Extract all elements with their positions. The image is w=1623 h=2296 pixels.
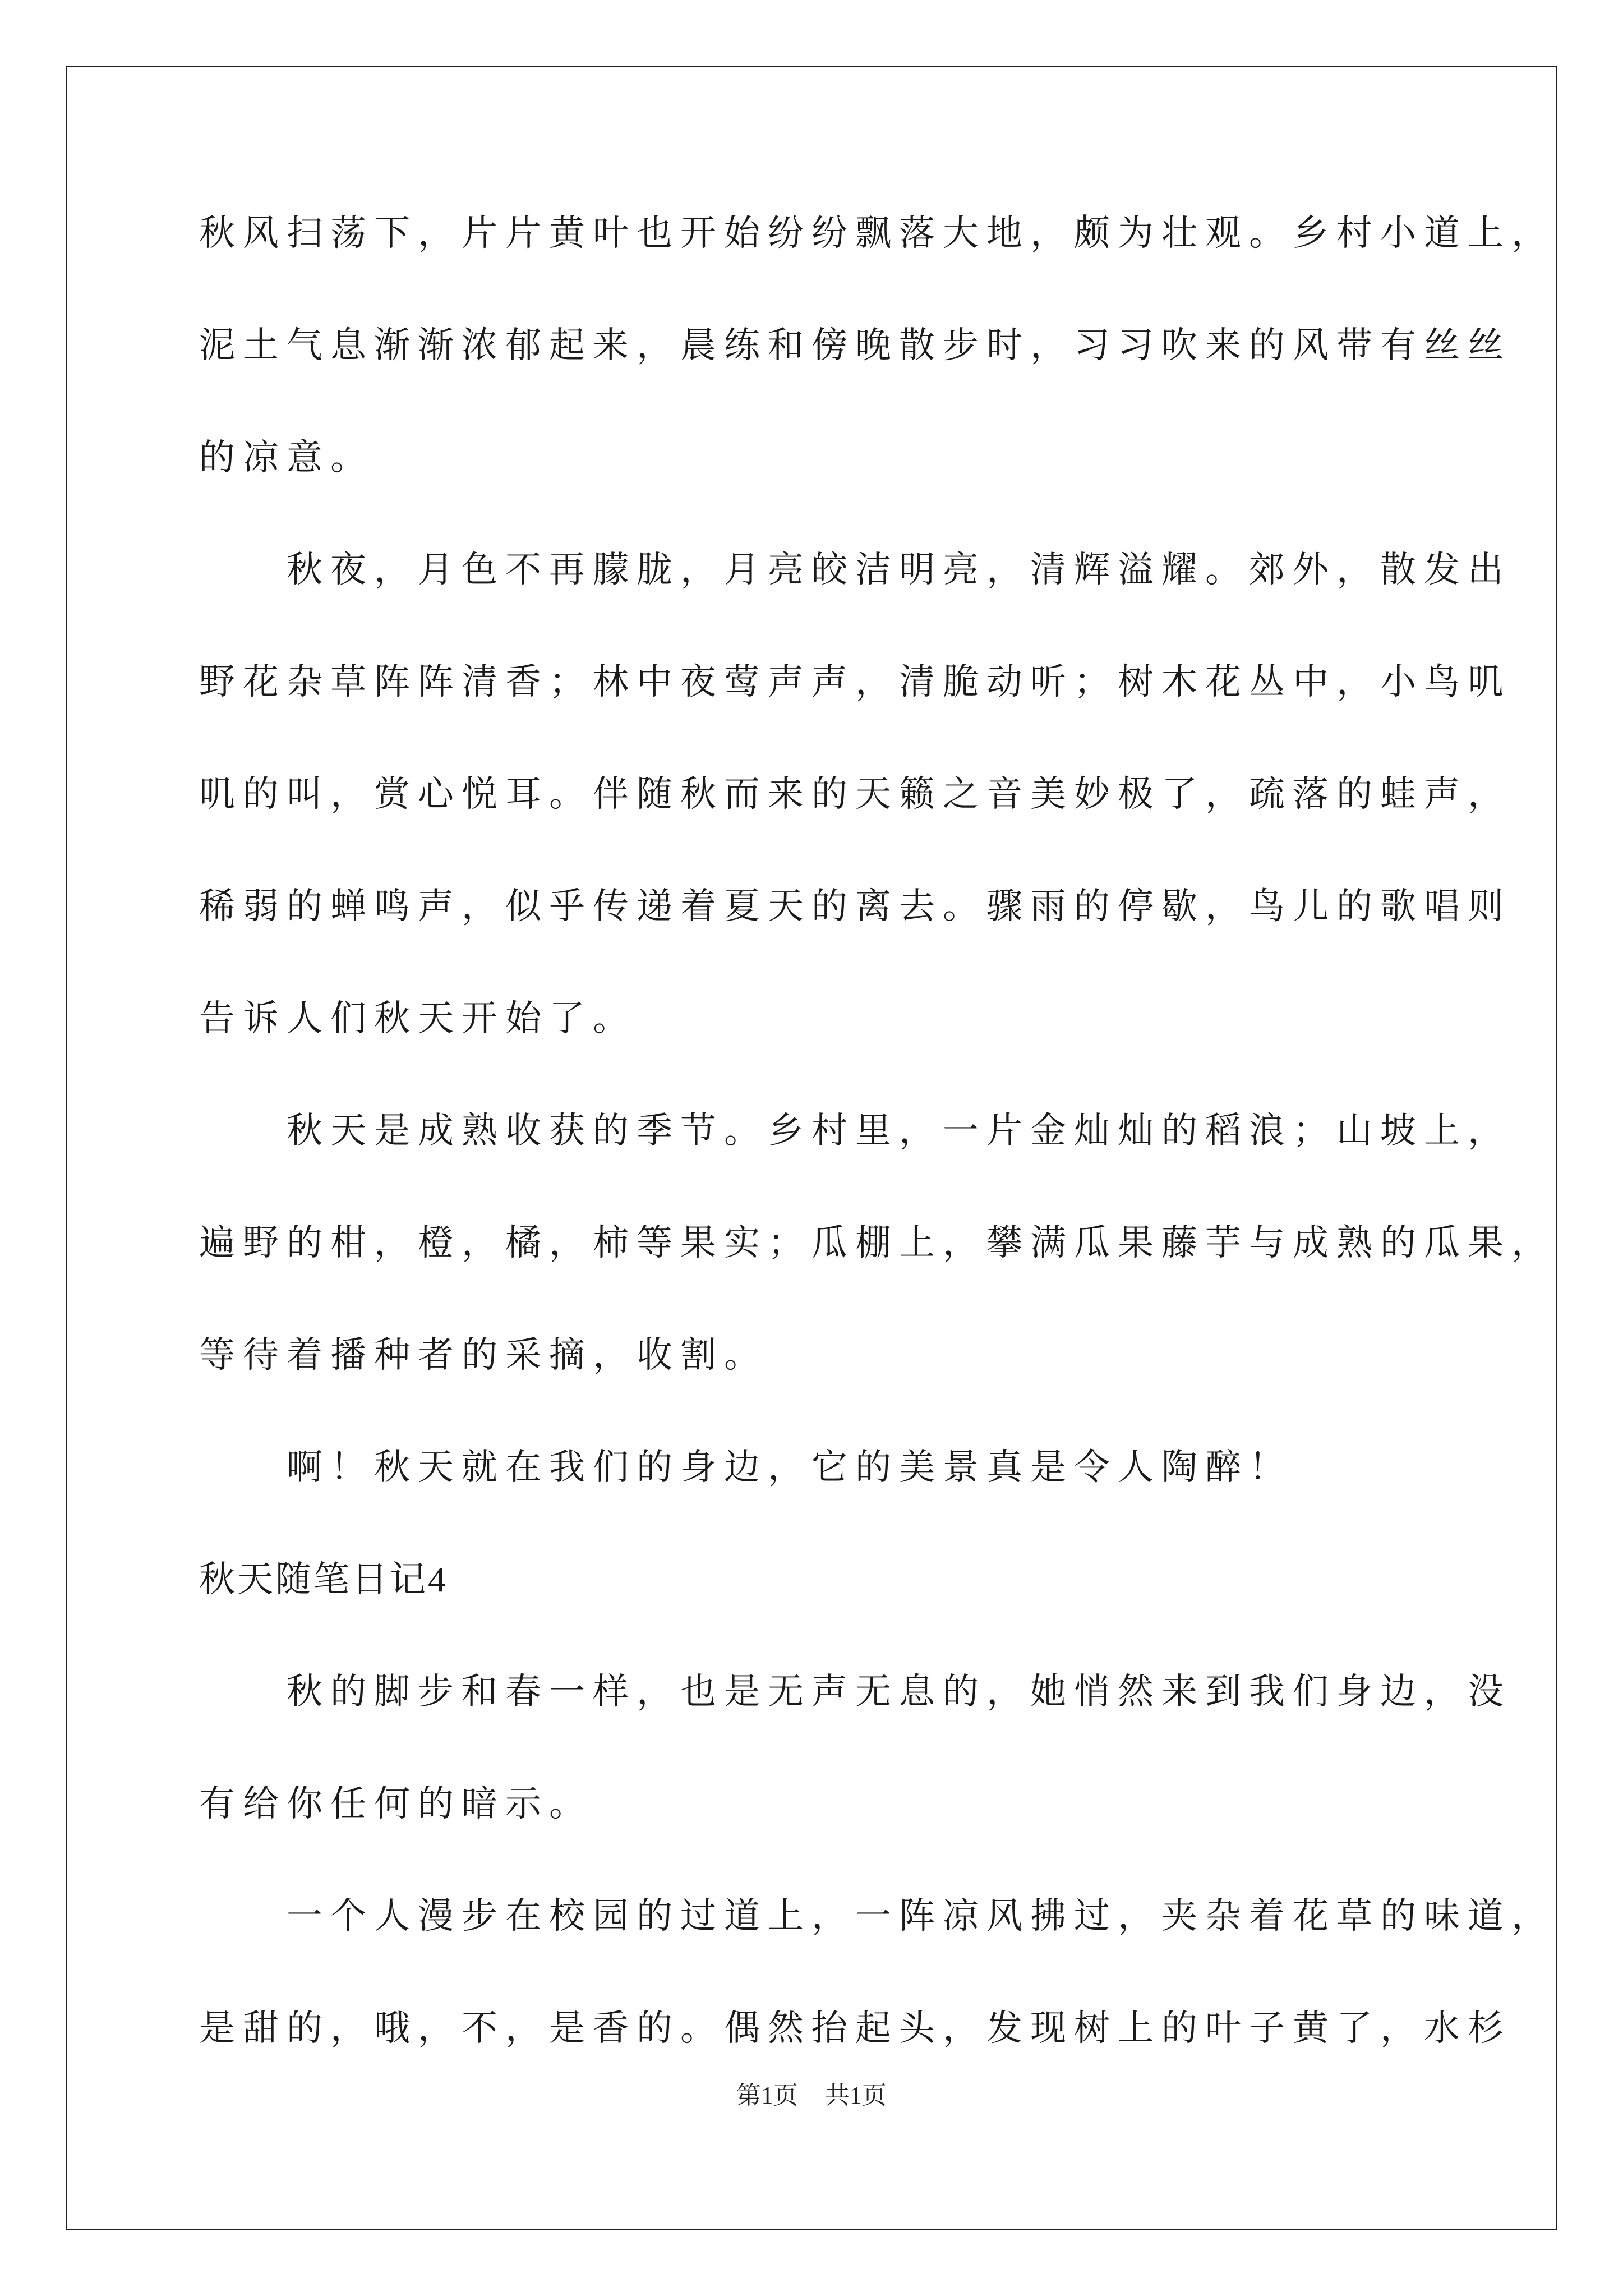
page-total: 共1页 bbox=[825, 2082, 887, 2109]
text-line: 稀弱的蝉鸣声，似乎传递着夏天的离去。骤雨的停歇，鸟儿的歌唱则 bbox=[199, 886, 1511, 927]
text-line: 秋天是成熟收获的季节。乡村里，一片金灿灿的稻浪；山坡上， bbox=[199, 1110, 1511, 1152]
section-heading: 秋天随笔日记4 bbox=[199, 1559, 448, 1599]
text-line: 秋风扫荡下，片片黄叶也开始纷纷飘落大地，颇为壮观。乡村小道上， bbox=[199, 213, 1555, 254]
text-line: 啊！秋天就在我们的身边，它的美景真是令人陶醉！ bbox=[199, 1447, 1293, 1488]
text-line: 的凉意。 bbox=[199, 437, 374, 478]
text-line: 告诉人们秋天开始了。 bbox=[199, 998, 637, 1039]
text-line: 等待着播种者的采摘，收割。 bbox=[199, 1335, 768, 1376]
text-line: 遍野的柑，橙，橘，柿等果实；瓜棚上，攀满瓜果藤芋与成熟的瓜果， bbox=[199, 1222, 1555, 1264]
text-line: 是甜的，哦，不，是香的。偶然抬起头，发现树上的叶子黄了，水杉 bbox=[199, 2008, 1511, 2049]
text-line: 叽的叫，赏心悦耳。伴随秋而来的天籁之音美妙极了，疏落的蛙声， bbox=[199, 774, 1511, 815]
page-footer bbox=[0, 2080, 1623, 2111]
text-line: 一个人漫步在校园的过道上，一阵凉风拂过，夹杂着花草的味道， bbox=[199, 1895, 1555, 1937]
text-line: 秋夜，月色不再朦胧，月亮皎洁明亮，清辉溢耀。郊外，散发出 bbox=[199, 549, 1511, 591]
text-line: 野花杂草阵阵清香；林中夜莺声声，清脆动听；树木花丛中，小鸟叽 bbox=[199, 661, 1511, 703]
text-line: 有给你任何的暗示。 bbox=[199, 1783, 593, 1825]
page-number: 第1页 bbox=[736, 2082, 798, 2109]
text-line: 秋的脚步和春一样，也是无声无息的，她悄然来到我们身边，没 bbox=[199, 1671, 1511, 1713]
text-line: 泥土气息渐渐浓郁起来，晨练和傍晚散步时，习习吹来的风带有丝丝 bbox=[199, 325, 1511, 366]
